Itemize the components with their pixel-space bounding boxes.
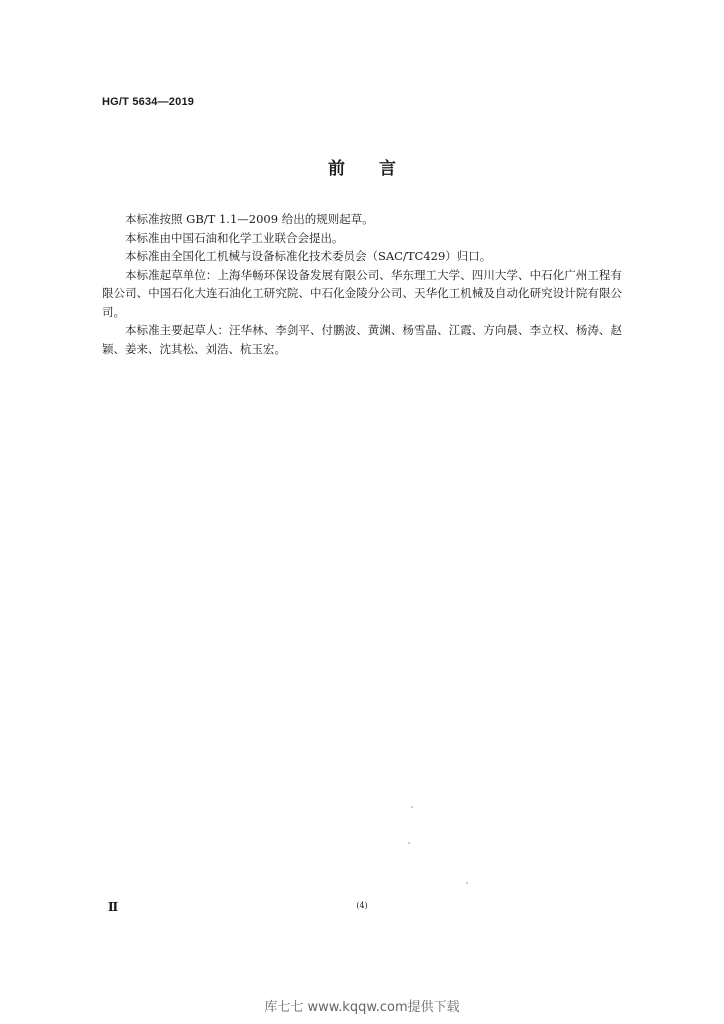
foreword-body	[102, 210, 622, 358]
paragraph-drafters: 本标准主要起草人：汪华林、李剑平、付鹏波、黄渊、杨雪晶、江霞、方向晨、李立权、杨涛、赵颖、姜来、沈其松、刘浩、杭玉宏。	[102, 323, 622, 356]
paragraph-proposer: 本标准由中国石油和化学工业联合会提出。	[125, 230, 344, 245]
scan-speck	[411, 806, 413, 808]
paragraph-drafting-units: 本标准起草单位：上海华畅环保设备发展有限公司、华东理工大学、四川大学、中石化广州工程有限公司、中国石化大连石油化工研究院、中石化金陵分公司、天华化工机械及自动化研究设计院有限公司。	[102, 267, 622, 319]
standard-code: HG/T 5634—2019	[102, 96, 195, 108]
paragraph-drafting-rules: 本标准按照 GB/T 1.1—2009 给出的规则起草。	[125, 212, 374, 226]
page-number: (4)	[356, 901, 368, 910]
footer-watermark: 库七七 www.kqqw.com提供下载	[264, 1000, 460, 1015]
scan-speck	[466, 882, 468, 884]
scan-speck	[408, 842, 410, 844]
page-roman-numeral: Ⅱ	[108, 900, 119, 914]
paragraph-administrator: 本标准由全国化工机械与设备标准化技术委员会（SAC/TC429）归口。	[125, 249, 492, 263]
page-title: 前言	[328, 159, 430, 179]
